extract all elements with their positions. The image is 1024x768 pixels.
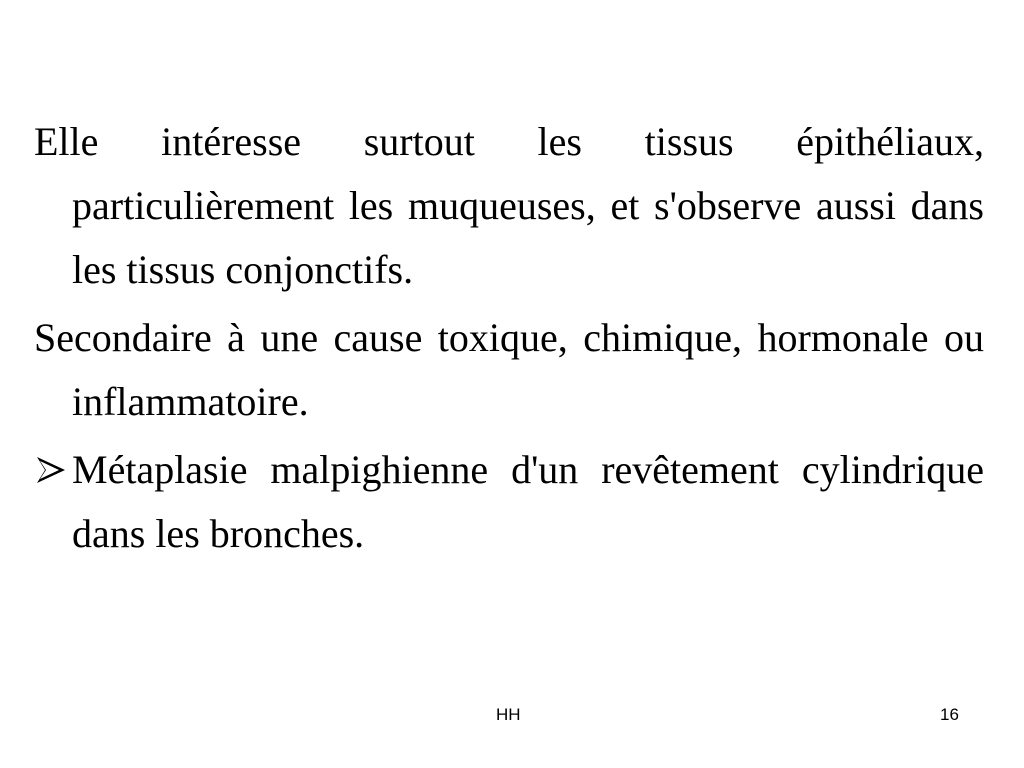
paragraph-cause xyxy=(34,306,984,434)
arrow-bullet-icon xyxy=(34,438,72,502)
paragraph-text: Métaplasie malpighienne d'un revêtement cylindrique dans les bronches. xyxy=(72,447,984,556)
paragraph-text: Secondaire à une cause toxique, chimique, hormonale ou inflammatoire. xyxy=(34,315,984,424)
footer-author: HH xyxy=(496,705,521,724)
bullet-paragraph-metaplasia xyxy=(34,438,984,566)
slide-body xyxy=(34,110,984,570)
slide-number: 16 xyxy=(940,705,959,724)
paragraph-text: Elle intéresse surtout les tissus épithéliaux, particulièrement les muqueuses, et s'observe aussi dans les tissus conjonctifs. xyxy=(34,119,984,292)
paragraph-epithelial xyxy=(34,110,984,302)
